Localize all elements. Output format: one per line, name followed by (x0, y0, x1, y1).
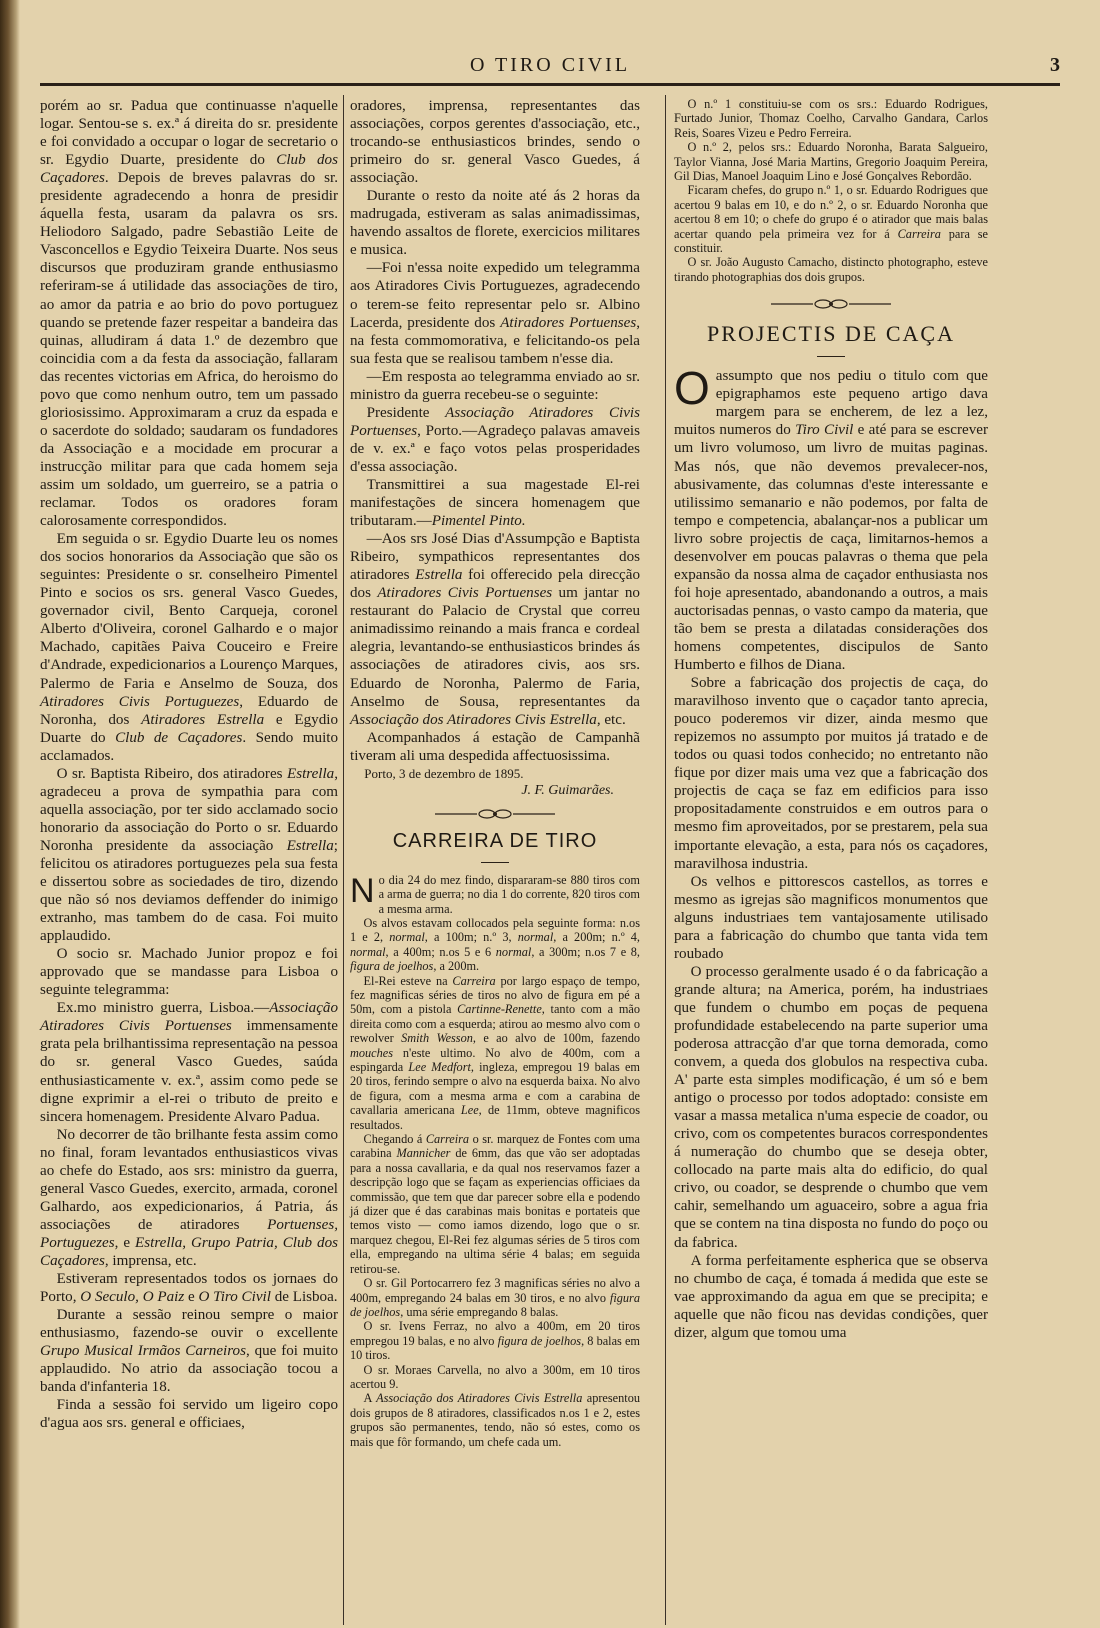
paragraph: Os alvos estavam collocados pela seguinte forma: n.os 1 e 2, normal, a 100m; n.º 3, normal, a 200m; n.º 4, normal, a 400m; n.os 5 e 6 normal, a 300m; n.os 7 e 8, figura de joelhos, a 200m. (350, 915, 641, 974)
paragraph: —Aos srs José Dias d'Assumpção e Baptista Ribeiro, sympathicos representantes dos atiradores Estrella foi offerecido pela direcção dos Atiradores Civis Portuenses um jantar no restaurant do Palacio de Crystal que correu animadissimo reinando a mais franca e cordeal alegria, levantando-se enthusiasticos brindes ás associações de atiradores civis, aos srs. Eduardo de Noronha, Palermo de Faria, Anselmo de Sousa, representantes da Associação dos Atiradores Civis Estrella, etc. (350, 531, 640, 728)
paragraph: Transmittirei a sua magestade El-rei manifestações de sincera homenagem que tributaram.—Pimentel Pinto. (350, 476, 640, 530)
title-rule (481, 862, 509, 863)
section-title-carreira: CARREIRA DE TIRO (392, 829, 598, 852)
paragraph: A Associação dos Atiradores Civis Estrella apresentou dois grupos de 8 atiradores, classificados n.os 1 e 2, estes grupos são permanentes, tendo, não só estes, como os mais que fôr formando, um chefe cada um. (350, 1391, 640, 1449)
paragraph: O sr. Gil Portocarrero fez 3 magnificas séries no alvo a 400m, empregando 24 balas em 30 tiros, e no alvo figura de joelhos, uma série empregando 8 balas. (350, 1276, 640, 1319)
signature: J. F. Guimarães. (521, 782, 614, 798)
column-2 (350, 97, 640, 1622)
paragraph: Chegando á Carreira o sr. marquez de Fontes com uma carabina Mannicher de 6mm, das que vão ser adoptadas para a nossa cavallaria, e da qual nos reservamos fazer a descripção logo que se façam as experiencias officiaes da commissão, que tem que dar parecer sobre ella e podendo já dizer que é das carabinas mais bonitas e portateis que temos visto — como iamos dizendo, logo que o sr. marquez chegou, El-Rei fez algumas séries de 5 tiros com ella, empregando na ultima série 4 balas; em seguida retirou-se. (350, 1132, 640, 1276)
column-divider-1 (343, 95, 344, 1625)
paragraph: —Em resposta ao telegramma enviado ao sr. ministro da guerra recebeu-se o seguinte: (350, 368, 640, 403)
title-rule (817, 356, 845, 357)
paragraph: O n.º 1 constituiu-se com os srs.: Eduardo Rodrigues, Furtado Junior, Thomaz Coelho, Carvalho Gandara, Carlos Reis, Soares Vizeu e Pedro Ferreira. (674, 97, 988, 140)
paragraph: Estiveram representados todos os jornaes do Porto, O Seculo, O Paiz e O Tiro Civil de Lisboa. (40, 1271, 338, 1306)
paragraph: O sr. Baptista Ribeiro, dos atiradores Estrella, agradeceu a prova de sympathia para com aquella associação, por ter sido acclamado socio honorario da associação do Porto o sr. Eduardo Noronha presidente da associação Estrella; felicitou os atiradores portuguezes pela sua festa e dissertou sobre as sociedades de tiro, dizendo que não só nos deviamos deffender do inimigo extranho, mas tambem do de casa. Foi muito applaudido. (40, 765, 338, 945)
column-3 (674, 97, 988, 1622)
paragraph: Durante a sessão reinou sempre o maior enthusiasmo, fazendo-se ouvir o excellente Grupo Musical Irmãos Carneiros, que foi muito applaudido. No atrio da associação tocou a banda d'infanteria 18. (40, 1307, 339, 1396)
paragraph: El-Rei esteve na Carreira por largo espaço de tempo, fez magnificas séries de tiros no alvo de figura em pé a 50m, com a pistola Cartinne-Renette, tanto com a mão direita como com a esquerda; atirou ao mesmo alvo com o rewolver Smith Wesson, e ao alvo de 100m, fazendo mouches n'este ultimo. No alvo de 400m, com a espingarda Lee Medfort, ingleza, empregou 19 balas em 20 tiros, ferindo sempre o alvo na esquerda baixa. No alvo de figura, com a mesma arma e com a carabina de cavallaria americana Lee, de 11mm, obteve magnificos resultados. (350, 973, 641, 1132)
column-1 (40, 97, 338, 1622)
paragraph: Acompanhados á estação de Campanhã tiveram ali uma despedida affectuosissima. (350, 729, 640, 764)
paragraph: O sr. João Augusto Camacho, distincto photographo, esteve tirando photographias dos dois grupos. (674, 255, 988, 284)
paragraph: Ficaram chefes, do grupo n.º 1, o sr. Eduardo Rodrigues que acertou 9 balas em 10, e do n.º 2, o sr. Eduardo Noronha que acertou 8 em 10; o chefe do grupo é o atirador que mais balas acertar quando pela primeira vez for á Carreira para se constituir. (674, 183, 989, 256)
dateline: Porto, 3 de dezembro de 1895. (364, 765, 524, 781)
paragraph: porém ao sr. Padua que continuasse n'aquelle logar. Sentou-se s. ex.ª á direita do sr. presidente e foi convidado a occupar o logar de secretario o sr. Egydio Duarte, presidente do Club dos Caçadores. Depois de breves palavras do sr. presidente agradecendo a honra de presidir áquella festa, usaram da palavra os srs. Heliodoro Salgado, padre Sebastião Leite de Vasconcellos e Egydio Teixeira Duarte. Nos seus discursos que produziram grande enthusiasmo referiram-se á utilidade das associações de tiro, ao amor da patria e ao brio do povo portuguez quando se pretende fazer respeitar a bandeira das quinas, alludiram á data 1.º de dezembro que coincidia com a da festa da associação, fallaram das recentes victorias em Africa, do heroismo do povo que como nenhum outro, tem um passado gloriosissimo. Approximaram a cruz da espada e o sacerdote do soldado; saudaram os fundadores da Associação e a mocidade em procurar a instrucção militar para que cada homem seja assim um soldado, um guerreiro, se a patria o reclamar. Todos os oradores foram calorosamente correspondidos. (40, 98, 338, 530)
drop-cap: O (674, 362, 710, 415)
telegram-paragraph: Presidente Associação Atiradores Civis Portuenses, Porto.—Agradeço palavas amaveis de v. ex.ª e faço votos pelas prosperidades d'essa associação. (350, 404, 640, 475)
paragraph: Sobre a fabricação dos projectis de caça, do maravilhoso invento que o caçador tanto aprecia, pouco poderemos vir dizer, ainda mesmo que repizemos no assumpto por muitos já tratado e de todos ou quasi todos conhecido; no entretanto não fique por dizer mais uma vez que a fabricação dos projectis de caça se faz em edificios para isso propositadamente construidos e em outros para o mesmo fim aproveitados, por se prestarem, pela sua importante elevação, a esta, para nós os caçadores, maravilhosa industria. (674, 675, 988, 872)
paragraph: A forma perfeitamente espherica que se observa no chumbo de caça, é tomada á medida que este se vae approximando da agua em que se precipita; e aquelle que não ficou nas devidas condições, quer dizer, algum que tomou uma (674, 1252, 988, 1341)
section-title-projectis: PROJECTIS DE CAÇA (707, 321, 955, 347)
drop-cap: N (350, 871, 375, 910)
paragraph: O socio sr. Machado Junior propoz e foi approvado que se mandasse para Lisboa o seguinte telegramma: (40, 946, 338, 999)
paragraph: oradores, imprensa, representantes das associações, corpos gerentes d'associação, etc., trocando-se enthusiasticos brindes, sendo o primeiro do sr. general Vasco Guedes, á associação. (350, 98, 640, 187)
paragraph: Finda a sessão foi servido um ligeiro copo d'agua aos srs. general e officiaes, (40, 1397, 338, 1432)
header-rule (40, 83, 1060, 86)
carreira-article (350, 873, 640, 1449)
paragraph: O n.º 2, pelos srs.: Eduardo Noronha, Barata Salgueiro, Taylor Vianna, José Maria Martins, Gregorio Joaquim Pereira, Gil Dias, Manoel Joaquim Lino e José Gonçalves Rebordão. (674, 140, 988, 184)
paragraph: Em seguida o sr. Egydio Duarte leu os nomes dos socios honorarios da Associação que são os seguintes: Presidente o sr. conselheiro Pimentel Pinto e socios os srs. general Vasco Guedes, governador civil, Bento Carqueja, coronel Alberto d'Oliveira, coronel Galhardo e o major Machado, capitães Paiva Couceiro e Freire d'Andrade, expedicionarios a Lourenço Marques, Palermo de Faria e Anselmo de Souza, dos Atiradores Civis Portuguezes, Eduardo de Noronha, dos Atiradores Estrella e Egydio Duarte do Club de Caçadores. Sendo muito acclamados. (40, 531, 338, 764)
ornament-divider-icon (435, 808, 555, 820)
page-spine-shadow (0, 0, 20, 1628)
paragraph: No decorrer de tão brilhante festa assim como no final, foram levantados enthusiasticos vivas ao chefe do Estado, aos srs: ministro da guerra, general Vasco Guedes, exercito, armada, coronel Galhardo, aos expedicionarios, á Patria, ás associações de atiradores Portuenses, Portuguezes, e Estrella, Grupo Patria, Club dos Caçadores, imprensa, etc. (40, 1126, 339, 1269)
column-divider-2 (665, 95, 666, 1625)
paragraph: O sr. Ivens Ferraz, no alvo a 400m, em 20 tiros empregou 19 balas, e no alvo figura de joelhos, 8 balas em 10 tiros. (350, 1319, 640, 1363)
telegram-paragraph: Ex.mo ministro guerra, Lisboa.—Associação Atiradores Civis Portuenses immensamente grata pela brilhantissima representação na pessoa do sr. general Vasco Guedes, saúda enthusiasticamente v. ex.ª, assim como pede se digne exprimir a el-rei o tributo de preito e sincera homenagem. Presidente Alvaro Padua. (40, 1000, 338, 1125)
paragraph: —Foi n'essa noite expedido um telegramma aos Atiradores Civis Portuguezes, agradecendo o terem-se feito representar pelo sr. Albino Lacerda, presidente dos Atiradores Portuenses, na festa commomorativa, e felicitando-os pela sua festa que se realisou tambem n'esse dia. (350, 260, 641, 367)
paragraph: Oassumpto que nos pediu o titulo com que epigraphamos este pequeno artigo dava margem para se encherem, de lez a lez, muitos numeros do Tiro Civil e até para se escrever um livro volumoso, um livro de muitas paginas. Mas nós, que não devemos prevalecer-nos, abusivamente, das columnas d'este interessante e utilissimo semanario e não podemos, por falta de tempo e competencia, abalançar-nos a publicar um livro sobre projectis de caça, limitarnos-hemos a desenvolver em poucas palavras o thema que pela expansão da nossa alma de caçador enthusiasta nos foi hoje apresentado, abandonando a outros, a mais auctorisadas pennas, o vasto campo da materia, que tão bem se presta a dilatadas considerações dos homens competentes, discipulos de Santo Humberto e filhos de Diana. (674, 362, 988, 674)
paragraph: Durante o resto da noite até ás 2 horas da madrugada, estiveram as salas animadissimas, havendo assaltos de florete, exercicios militares e musica. (350, 188, 640, 259)
page-number: 3 (1050, 54, 1060, 76)
page-header (40, 54, 1060, 76)
paragraph: No dia 24 do mez findo, dispararam-se 880 tiros com a arma de guerra; no dia 1 do corrente, 820 tiros com a mesma arma. (350, 871, 640, 916)
carreira-article-continued (674, 97, 988, 284)
paragraph: O sr. Moraes Carvella, no alvo a 300m, em 10 tiros acertou 9. (350, 1362, 640, 1391)
paragraph: O processo geralmente usado é o da fabricação a grande altura; na America, porém, ha industriaes que fundem o chumbo em poças de pequena profundidade estabelecendo na parte superior uma poderosa attracção d'ar que torna demorada, como convem, a queda dos globulos na respectiva cuba. A' parte esta simples modificação, é um só e bem antigo o processo por todos adoptado: consiste em vasar a massa metalica n'uma especie de coador, ou crivo, com os competentes buracos correspondentes á numeração do chumbo que se deseja obter, collocado na parte mais alta do edificio, do qual crivo, ou coador, se desprende o chumbo que vem cahir, semelhando um aguaceiro, sobre a agua fria que se contem na tina disposta no fundo do poço ou da fabrica. (674, 963, 988, 1251)
masthead-title: O TIRO CIVIL (469, 54, 631, 76)
ornament-divider-icon (771, 298, 891, 310)
paragraph: Os velhos e pittorescos castellos, as torres e mesmo as igrejas são magnificos monumentos que alguns industriaes tem vantajosamente utilisado para a fabricação do chumbo que tanta vida tem roubado (674, 873, 988, 962)
